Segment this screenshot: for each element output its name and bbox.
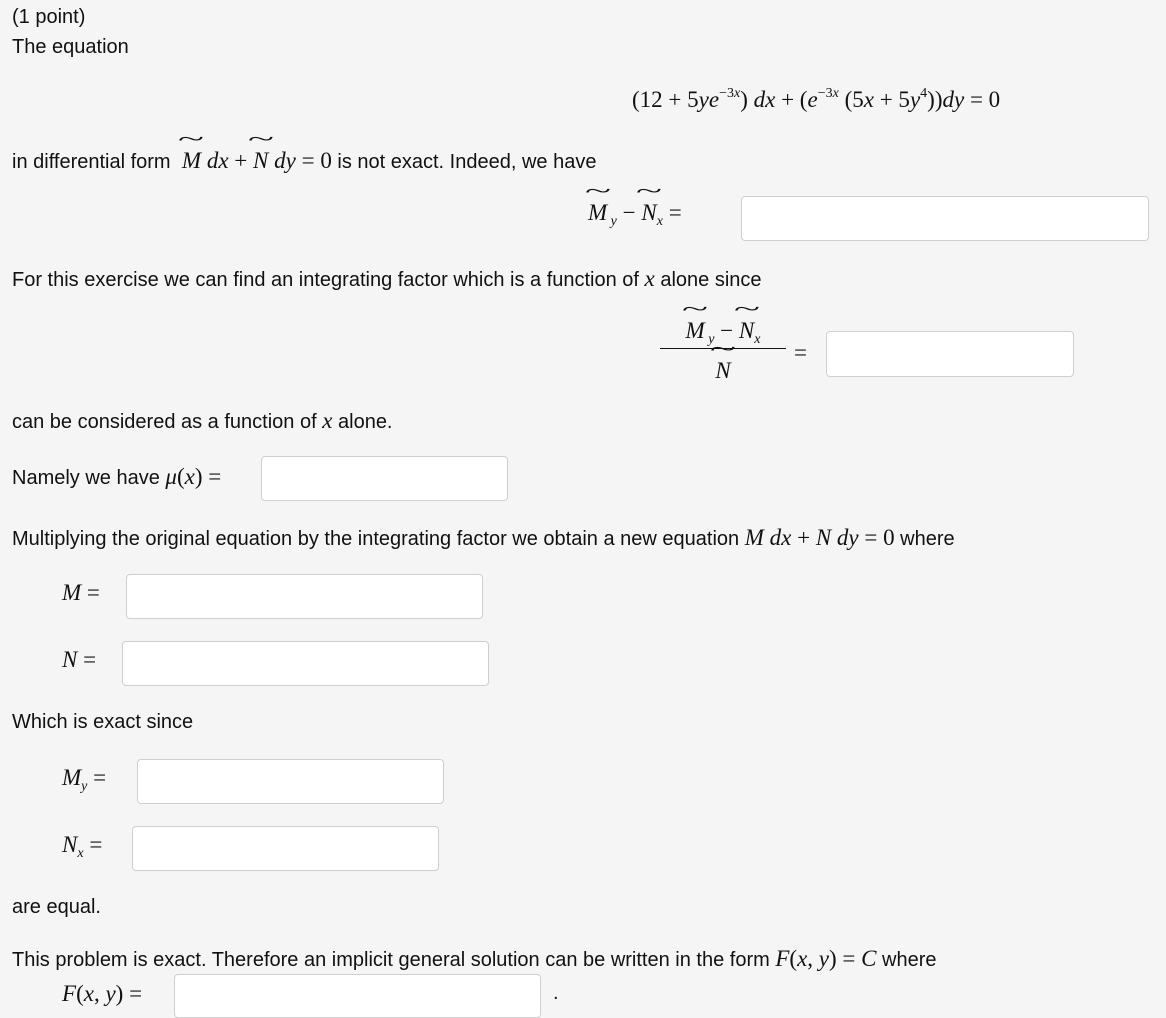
intro-text: The equation: [12, 36, 129, 58]
integrating-factor-text: For this exercise we can find an integrating factor which is a function of: [12, 269, 639, 291]
points-label: (1 point): [12, 6, 86, 28]
mu-label: μ: [165, 464, 177, 489]
mu-input[interactable]: [261, 456, 508, 501]
general-solution-math: F(x, y) = C: [775, 946, 877, 971]
differential-form-suffix: is not exact. Indeed, we have: [337, 151, 597, 173]
my-minus-nx-input[interactable]: [741, 196, 1149, 241]
N-label: N =: [62, 647, 97, 672]
are-equal-text: are equal.: [12, 896, 101, 918]
mu-line: Namely we have μ(x) =: [12, 464, 222, 489]
ratio-fraction: [660, 318, 786, 390]
differential-form-math: ~ M dx + ~ N dy = 0: [176, 148, 332, 173]
N-input[interactable]: [122, 641, 489, 686]
where-text-2: where: [882, 949, 937, 971]
Nx-input[interactable]: [132, 826, 439, 871]
new-equation-math: M dx + N dy = 0: [744, 525, 895, 550]
M-input[interactable]: [126, 574, 483, 619]
alone-text: alone.: [338, 411, 393, 433]
ratio-equals: =: [794, 340, 807, 365]
F-label: F(x, y) =: [62, 981, 143, 1006]
final-period: .: [553, 982, 559, 1004]
namely-text: Namely we have: [12, 467, 160, 489]
ratio-numerator: ~ M $_y$ − ~ $N_x$: [660, 318, 786, 348]
multiplying-text: Multiplying the original equation by the integrating factor we obtain a new equation: [12, 528, 740, 550]
ratio-denominator: ~ N: [660, 358, 786, 384]
alone-since-text: alone since: [660, 269, 762, 291]
ratio-input[interactable]: [826, 331, 1074, 377]
x-var: x: [644, 266, 655, 291]
Nx-label: $N_x$ =: [62, 832, 103, 861]
exact-problem-text: This problem is exact. Therefore an implicit general solution can be written in the form: [12, 949, 770, 971]
considered-text: can be considered as a function of: [12, 411, 317, 433]
main-equation: $(12 + 5ye^{-3x})$ dx + ($e^{-3x}$ $(5x + 5y^4))dy = 0$: [632, 86, 1001, 112]
x-var-2: x: [322, 408, 333, 433]
My-label: $M_y$ =: [62, 765, 107, 794]
differential-form-line: [12, 148, 596, 174]
M-label: M =: [62, 580, 100, 605]
where-text: where: [900, 528, 955, 550]
multiplying-line: [12, 525, 955, 551]
integrating-factor-line: [12, 266, 762, 292]
F-input[interactable]: [174, 974, 541, 1018]
differential-form-prefix: in differential form: [12, 151, 171, 173]
exact-since-text: Which is exact since: [12, 711, 194, 733]
exact-problem-line: [12, 946, 937, 972]
my-minus-nx-label: ~ M $_y$ − ~ $N_x$ =: [588, 200, 682, 230]
My-input[interactable]: [137, 759, 444, 804]
considered-line: [12, 408, 393, 434]
